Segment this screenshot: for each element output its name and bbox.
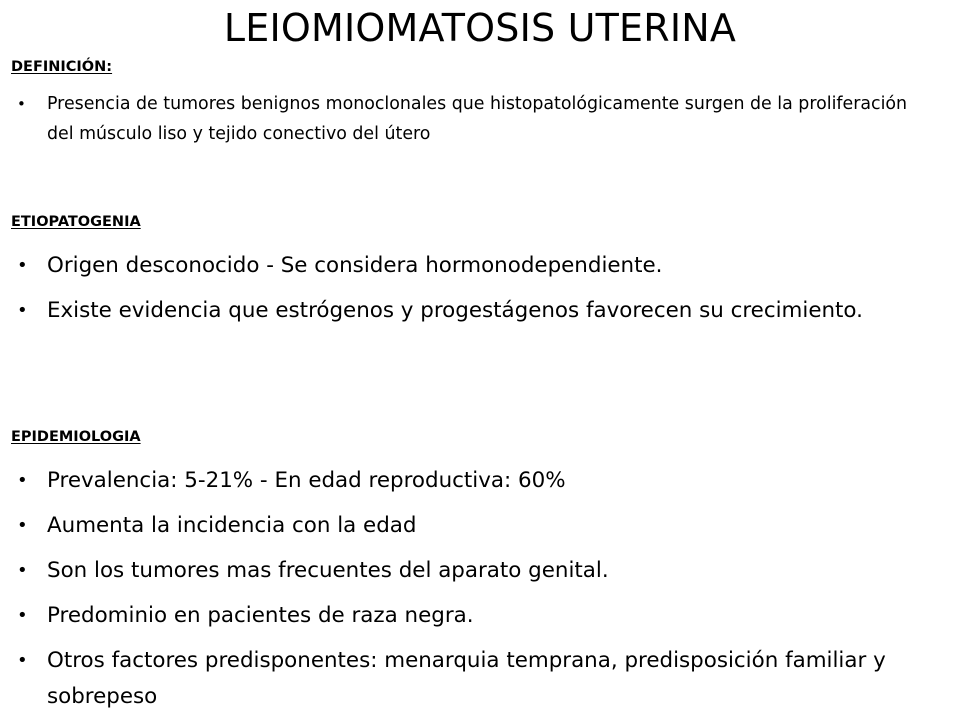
list-item-text: Presencia de tumores benignos monoclonales que histopatológicamente surgen de la proliferación del músculo liso y tejido conectivo del útero bbox=[47, 94, 908, 144]
heading-etiopatogenia: ETIOPATOGENIA bbox=[11, 214, 141, 230]
list-item-text: Prevalencia: 5-21% - En edad reproductiva: 60% bbox=[47, 468, 566, 493]
epidemiologia-list bbox=[0, 463, 942, 715]
bullet-icon: • bbox=[17, 470, 28, 491]
list-item bbox=[0, 553, 942, 589]
list-item bbox=[0, 248, 942, 284]
list-item-text: Existe evidencia que estrógenos y progestágenos favorecen su crecimiento. bbox=[47, 298, 863, 323]
list-item bbox=[0, 463, 942, 499]
bullet-icon: • bbox=[17, 255, 28, 276]
slide-title: LEIOMIOMATOSIS UTERINA bbox=[223, 6, 737, 50]
bullet-icon: • bbox=[17, 605, 28, 626]
list-item bbox=[0, 598, 942, 634]
etiopatogenia-list bbox=[0, 248, 942, 338]
list-item-text: Son los tumores mas frecuentes del aparato genital. bbox=[47, 558, 609, 583]
heading-epidemiologia: EPIDEMIOLOGIA bbox=[11, 429, 141, 445]
bullet-icon: • bbox=[17, 300, 28, 321]
bullet-icon: • bbox=[17, 515, 28, 536]
list-item-text: Aumenta la incidencia con la edad bbox=[47, 513, 417, 538]
list-item-text: Otros factores predisponentes: menarquia temprana, predisposición familiar y sobrepeso bbox=[47, 648, 886, 709]
list-item bbox=[0, 89, 927, 149]
list-item bbox=[0, 508, 942, 544]
list-item-text: Origen desconocido - Se considera hormonodependiente. bbox=[47, 253, 663, 278]
heading-definicion: DEFINICIÓN: bbox=[11, 59, 113, 75]
list-item-text: Predominio en pacientes de raza negra. bbox=[47, 603, 474, 628]
list-item bbox=[0, 643, 942, 715]
list-item bbox=[0, 293, 942, 329]
bullet-icon: • bbox=[17, 560, 28, 581]
bullet-icon: • bbox=[17, 95, 26, 113]
bullet-icon: • bbox=[17, 650, 28, 671]
definicion-list bbox=[0, 89, 927, 149]
